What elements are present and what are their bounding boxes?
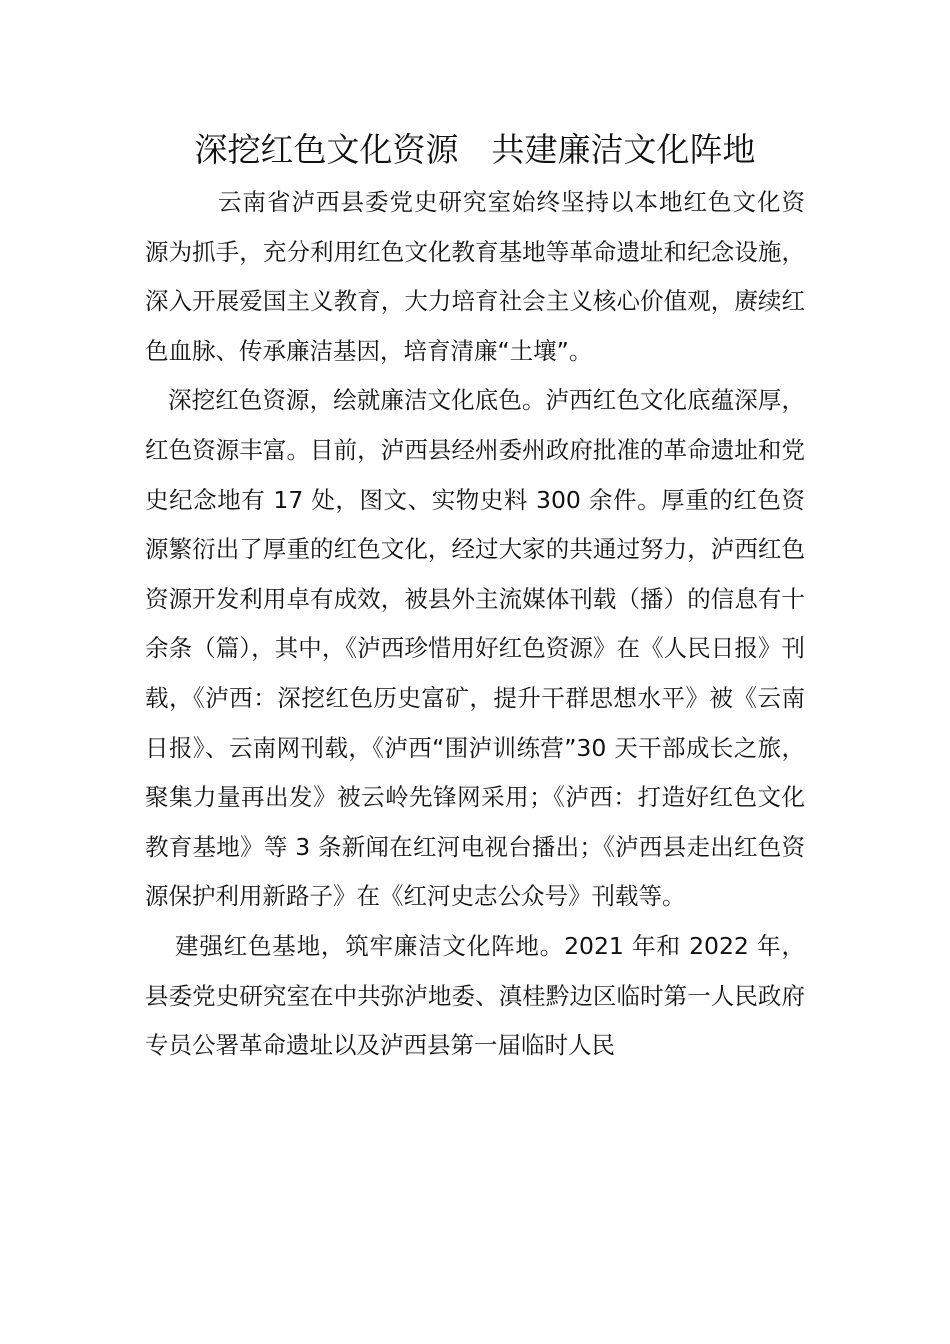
paragraph-intro: 云南省泸西县委党史研究室始终坚持以本地红色文化资源为抓手，充分利用红色文化教育基地等革命遗址和纪念设施，深入开展爱国主义教育，大力培育社会主义核心价值观，赓续红色血脉、传承廉洁基因，培育清廉“土壤”。: [145, 188, 805, 365]
document-title: 深挖红色文化资源 共建廉洁文化阵地: [194, 130, 756, 169]
document-body: [145, 178, 805, 1071]
paragraph-red-bases: 建强红色基地，筑牢廉洁文化阵地。2021 年和 2022 年，县委党史研究室在中共弥泸地委、滇桂黔边区临时第一人民政府专员公署革命遗址以及泸西县第一届临时人民: [145, 931, 805, 1060]
paragraph-red-resources: 深挖红色资源，绘就廉洁文化底色。泸西红色文化底蕴深厚，红色资源丰富。目前，泸西县经州委州政府批准的革命遗址和党史纪念地有 17 处，图文、实物史料 300 余件。厚重的红色资源繁衍出了厚重的红色文化，经过大家的共通过努力，泸西红色资源开发利用卓有成效，被县外主流媒体刊载（播）的信息有十余条（篇），其中，《泸西珍惜用好红色资源》在《人民日报》刊载，《泸西：深挖红色历史富矿，提升干群思想水平》被《云南日报》、云南网刊载，《泸西“围泸训练营”30 天干部成长之旅，聚集力量再出发》被云岭先锋网采用；《泸西：打造好红色文化教育基地》等 3 条新闻在红河电视台播出；《泸西县走出红色资源保护利用新路子》在《红河史志公众号》刊载等。: [145, 386, 805, 911]
